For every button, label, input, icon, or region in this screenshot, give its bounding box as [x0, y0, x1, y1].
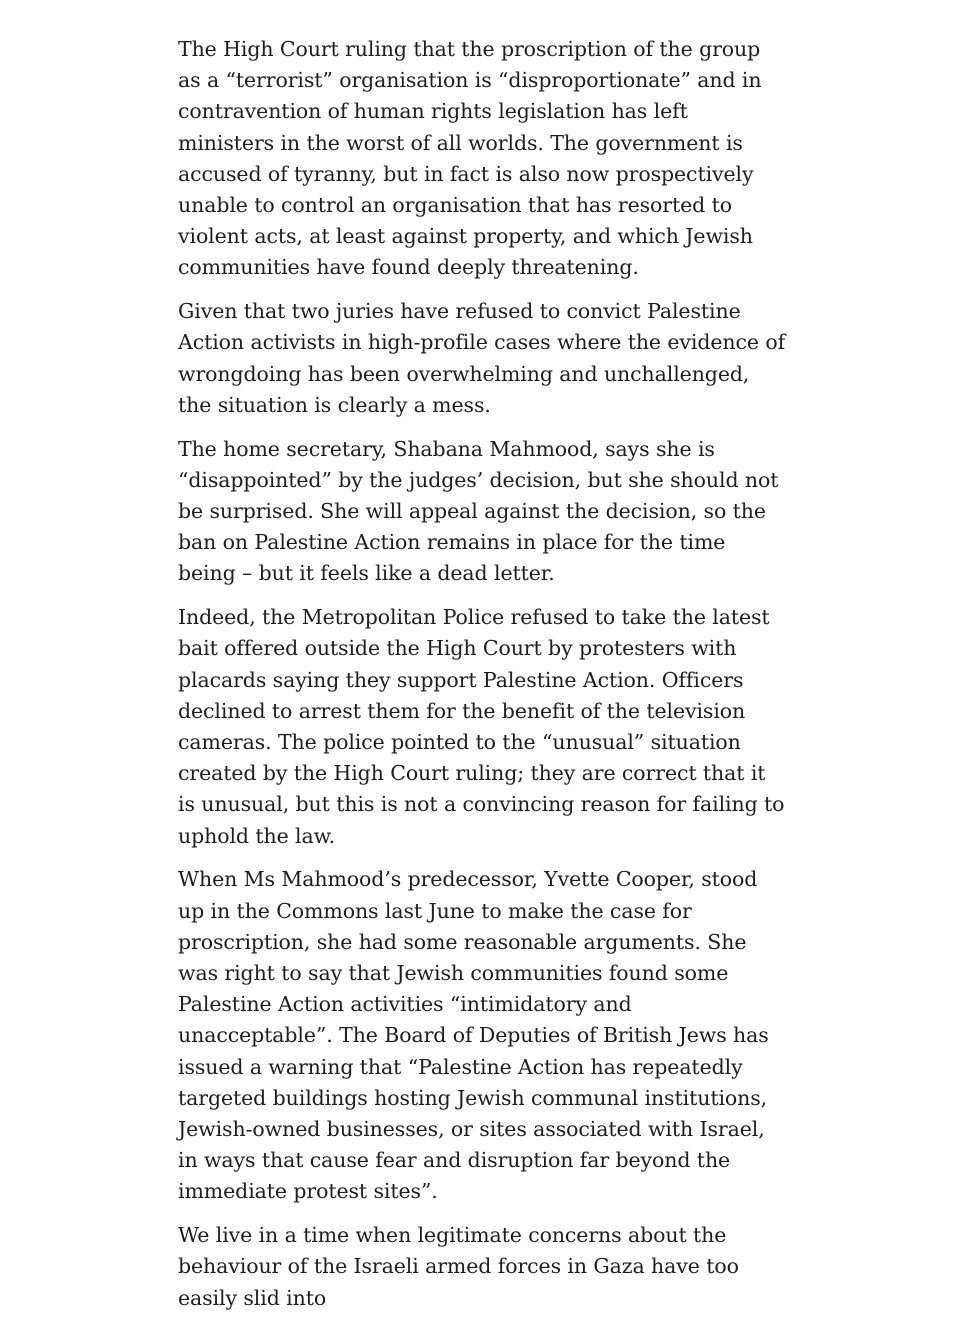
- article-body: [178, 34, 788, 1326]
- article-paragraph: The High Court ruling that the proscription of the group as a “terrorist” organisation is “disproportionate” and in contravention of human rights legislation has left ministers in the worst of all worlds. The government is accused of tyranny, but in fact is also now prospectively unable to control an organisation that has resorted to violent acts, at least against property, and which Jewish communities have found deeply threatening.: [178, 37, 762, 280]
- article-paragraph: We live in a time when legitimate concerns about the behaviour of the Israeli armed forces in Gaza have too easily slid into: [178, 1223, 739, 1310]
- article-paragraph: Given that two juries have refused to convict Palestine Action activists in high-profile cases where the evidence of wrongdoing has been overwhelming and unchallenged, the situation is clearly a mess.: [178, 299, 786, 417]
- article-paragraph: Indeed, the Metropolitan Police refused to take the latest bait offered outside the High Court by protesters with placards saying they support Palestine Action. Officers declined to arrest them for the benefit of the television cameras. The police pointed to the “unusual” situation created by the High Court ruling; they are correct that it is unusual, but this is not a convincing reason for failing to uphold the law.: [178, 605, 785, 848]
- article-paragraph: When Ms Mahmood’s predecessor, Yvette Cooper, stood up in the Commons last June to make the case for proscription, she had some reasonable arguments. She was right to say that Jewish communities found some Palestine Action activities “intimidatory and unacceptable”. The Board of Deputies of British Jews has issued a warning that “Palestine Action has repeatedly targeted buildings hosting Jewish communal institutions, Jewish-owned businesses, or sites associated with Israel, in ways that cause fear and disruption far beyond the immediate protest sites”.: [178, 867, 769, 1204]
- article-paragraph: The home secretary, Shabana Mahmood, says she is “disappointed” by the judges’ decision, but she should not be surprised. She will appeal against the decision, so the ban on Palestine Action remains in place for the time being – but it feels like a dead letter.: [178, 436, 779, 586]
